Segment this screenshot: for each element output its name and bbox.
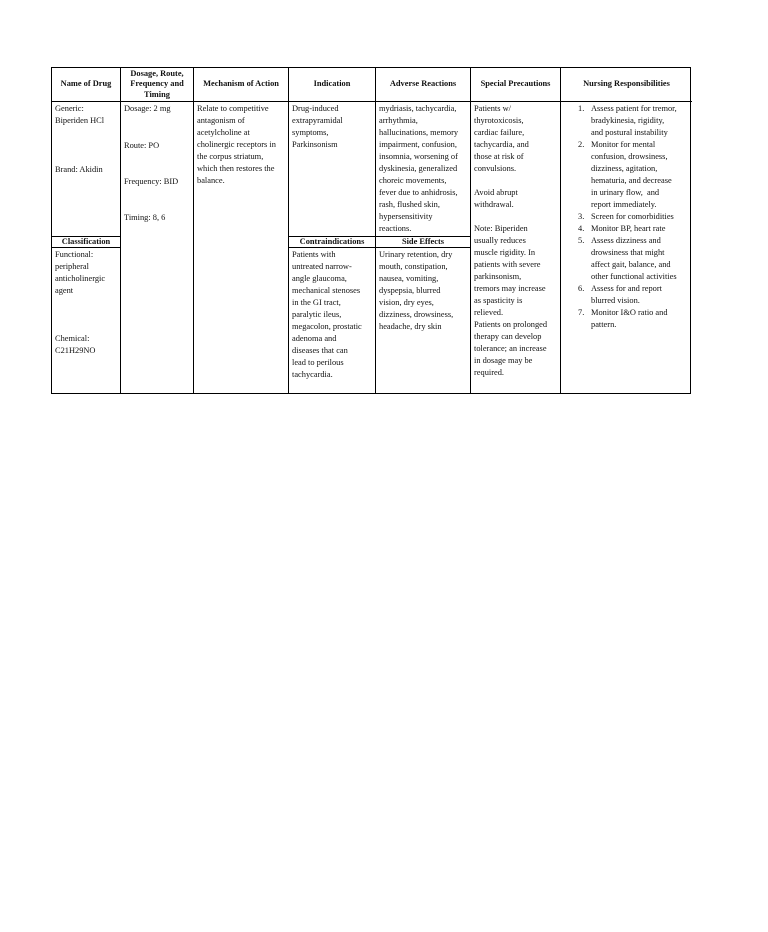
column-dosage: [121, 68, 194, 393]
generic-value: Biperiden HCl: [55, 116, 105, 125]
column-nursing-responsibilities: [561, 68, 692, 393]
header-name-of-drug: Name of Drug: [52, 68, 120, 102]
nursing-responsibilities-list: [561, 103, 692, 331]
special-precautions-text: Patients w/ thyrotoxicosis, cardiac failure, tachycardia, and those at risk of convulsions. Avoid abrupt withdrawal. Note: Biperiden usually reduces muscle rigidity. In patients with severe parkinsonism, tremors may increase as spasticity is relieved. Patients on prolonged therapy can develop tolerance; an increase in dosage may be required.: [474, 104, 548, 377]
adverse-reactions-text: mydriasis, tachycardia, arrhythmia, hallucinations, memory impairment, confusion, insomnia, worsening of dyskinesia, generalized choreic movements, fever due to anhidrosis, rash, flushed skin, hypersensitivity reactions.: [379, 104, 459, 233]
header-dosage: Dosage, Route, Frequency and Timing: [121, 68, 193, 102]
mechanism-text: Relate to competitive antagonism of acetylcholine at cholinergic receptors in the corpus striatum, which then restores the balance.: [197, 104, 276, 185]
dosage-frequency: Frequency: BID: [124, 177, 179, 186]
functional-classification: Functional: peripheral anticholinergic agent: [55, 250, 106, 295]
column-name-of-drug: [52, 68, 121, 393]
list-item: 3. Screen for comorbidities: [578, 212, 674, 221]
subheader-contraindications: Contraindications: [289, 236, 375, 248]
list-item: 6. Assess for and report blurred vision.: [578, 284, 662, 305]
header-nursing-responsibilities: Nursing Responsibilities: [561, 68, 692, 102]
list-item: 1. Assess patient for tremor, bradykinesia, rigidity, and postural instability: [578, 104, 677, 137]
indication-text: Drug-induced extrapyramidal symptoms, Parkinsonism: [292, 104, 343, 149]
header-indication: Indication: [289, 68, 375, 102]
subheader-classification: Classification: [52, 236, 120, 248]
column-special-precautions: [471, 68, 561, 393]
generic-name: [55, 103, 118, 127]
dosage-timing: Timing: 8, 6: [124, 213, 166, 222]
dosage-amount: Dosage: 2 mg: [124, 104, 171, 113]
column-indication: [289, 68, 376, 393]
generic-label: Generic:: [55, 104, 84, 113]
dosage-route: Route: PO: [124, 141, 160, 150]
list-item: 5. Assess dizziness and drowsiness that might affect gait, balance, and other functional activities: [578, 236, 677, 281]
list-item: 7. Monitor I&O ratio and pattern.: [578, 308, 668, 329]
side-effects-text: Urinary retention, dry mouth, constipation, nausea, vomiting, dyspepsia, blurred vision, dry eyes, dizziness, drowsiness, headache, dry skin: [379, 250, 454, 331]
contraindications-text: Patients with untreated narrow- angle glaucoma, mechanical stenoses in the GI tract, paralytic ileus, megacolon, prostatic adenoma and diseases that can lead to perilous tachycardia.: [292, 250, 362, 379]
header-special-precautions: Special Precautions: [471, 68, 560, 102]
brand-name: Brand: Akidin: [55, 165, 103, 174]
header-adverse-reactions: Adverse Reactions: [376, 68, 470, 102]
list-item: 4. Monitor BP, heart rate: [578, 224, 666, 233]
subheader-side-effects: Side Effects: [376, 236, 470, 248]
list-item: 2. Monitor for mental confusion, drowsiness, dizziness, agitation, hematuria, and decrease in urinary flow, and report immediately.: [578, 140, 672, 209]
column-mechanism: [194, 68, 289, 393]
chemical-classification: Chemical: C21H29NO: [55, 334, 96, 355]
header-mechanism: Mechanism of Action: [194, 68, 288, 102]
column-adverse-reactions: [376, 68, 471, 393]
drug-study-table: [51, 67, 691, 394]
